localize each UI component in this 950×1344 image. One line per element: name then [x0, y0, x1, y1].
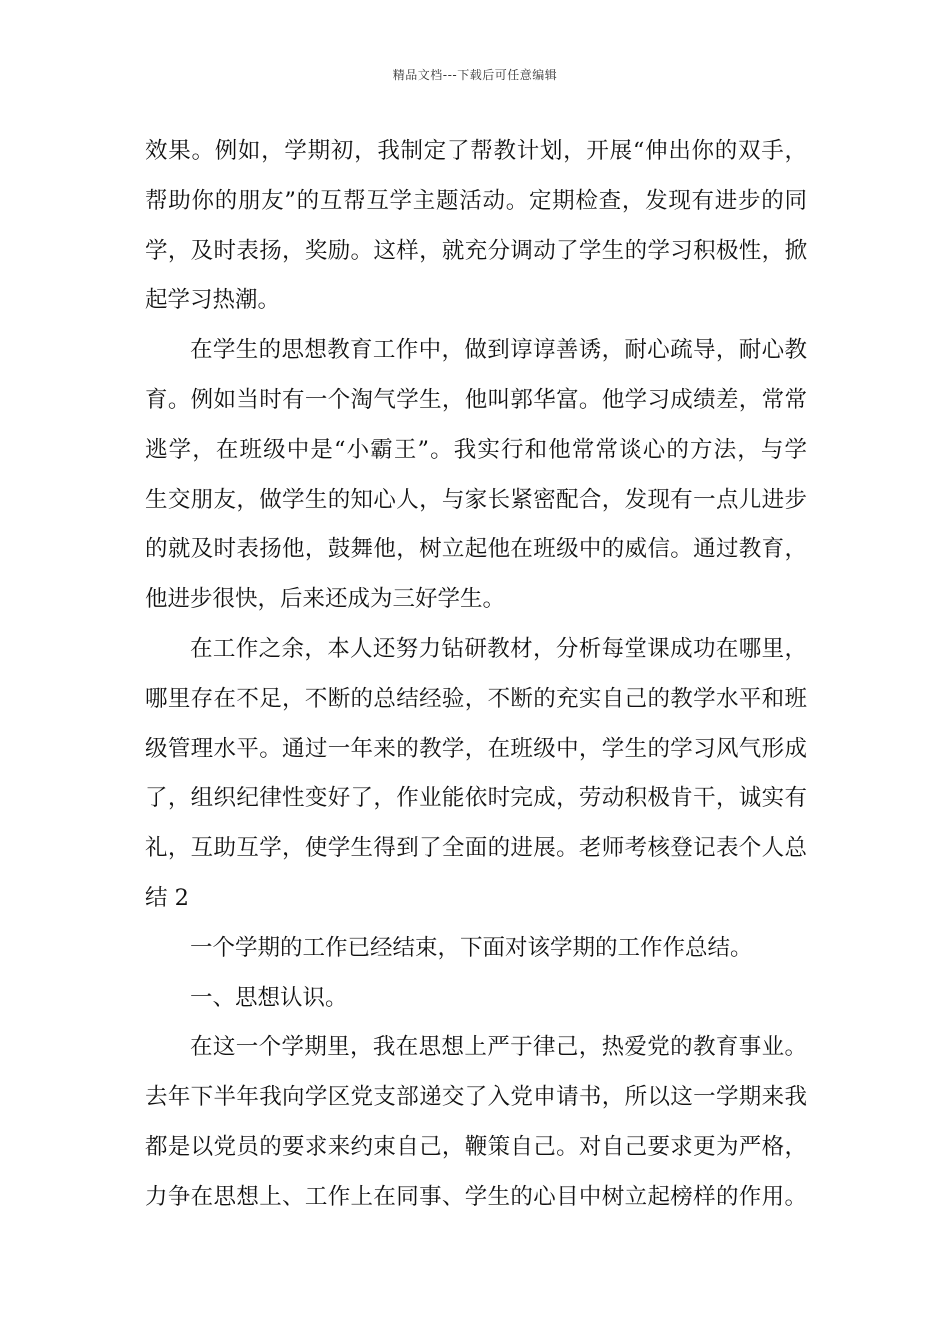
- text-line: 了，组织纪律性变好了，作业能依时完成，劳动积极肯干，诚实有: [145, 785, 807, 812]
- text-line: 起学习热潮。: [145, 287, 281, 314]
- text-line: 力争在思想上、工作上在同事、学生的心目中树立起榜样的作用。: [145, 1183, 807, 1210]
- text-line: 在这一个学期里，我在思想上严于律己，热爱党的教育事业。: [190, 1034, 807, 1061]
- text-line: 都是以党员的要求来约束自己，鞭策自己。对自己要求更为严格，: [145, 1133, 807, 1160]
- text-line: 育。例如当时有一个淘气学生，他叫郭华富。他学习成绩差，常常: [145, 386, 807, 413]
- text-line: 去年下半年我向学区党支部递交了入党申请书，所以这一学期来我: [145, 1084, 807, 1111]
- page-header: 精品文档---下载后可任意编辑: [392, 68, 558, 82]
- text-line: 结 2: [145, 884, 189, 911]
- text-line: 他进步很快，后来还成为三好学生。: [145, 586, 506, 613]
- text-line: 哪里存在不足，不断的总结经验，不断的充实自己的教学水平和班: [145, 685, 807, 712]
- text-line: 在工作之余，本人还努力钻研教材，分析每堂课成功在哪里，: [190, 635, 807, 662]
- text-line: 逃学，在班级中是“小霸王”。我实行和他常常谈心的方法，与学: [145, 436, 807, 463]
- document-body: [145, 127, 807, 1223]
- text-line: 学，及时表扬，奖励。这样，就充分调动了学生的学习积极性，掀: [145, 237, 807, 264]
- text-line: 一个学期的工作已经结束，下面对该学期的工作作总结。: [190, 934, 753, 961]
- text-line: 生交朋友，做学生的知心人，与家长紧密配合，发现有一点儿进步: [145, 486, 807, 513]
- text-line: 在学生的思想教育工作中，做到谆谆善诱，耐心疏导，耐心教: [190, 337, 807, 364]
- text-line: 礼，互助互学，使学生得到了全面的进展。老师考核登记表个人总: [145, 835, 807, 862]
- text-line: 帮助你的朋友”的互帮互学主题活动。定期检查，发现有进步的同: [145, 187, 807, 214]
- text-line: 一、思想认识。: [190, 984, 348, 1011]
- text-line: 级管理水平。通过一年来的教学，在班级中，学生的学习风气形成: [145, 735, 807, 762]
- text-line: 效果。例如，学期初，我制定了帮教计划，开展“伸出你的双手，: [145, 138, 807, 164]
- text-line: 的就及时表扬他，鼓舞他，树立起他在班级中的威信。通过教育，: [145, 536, 807, 563]
